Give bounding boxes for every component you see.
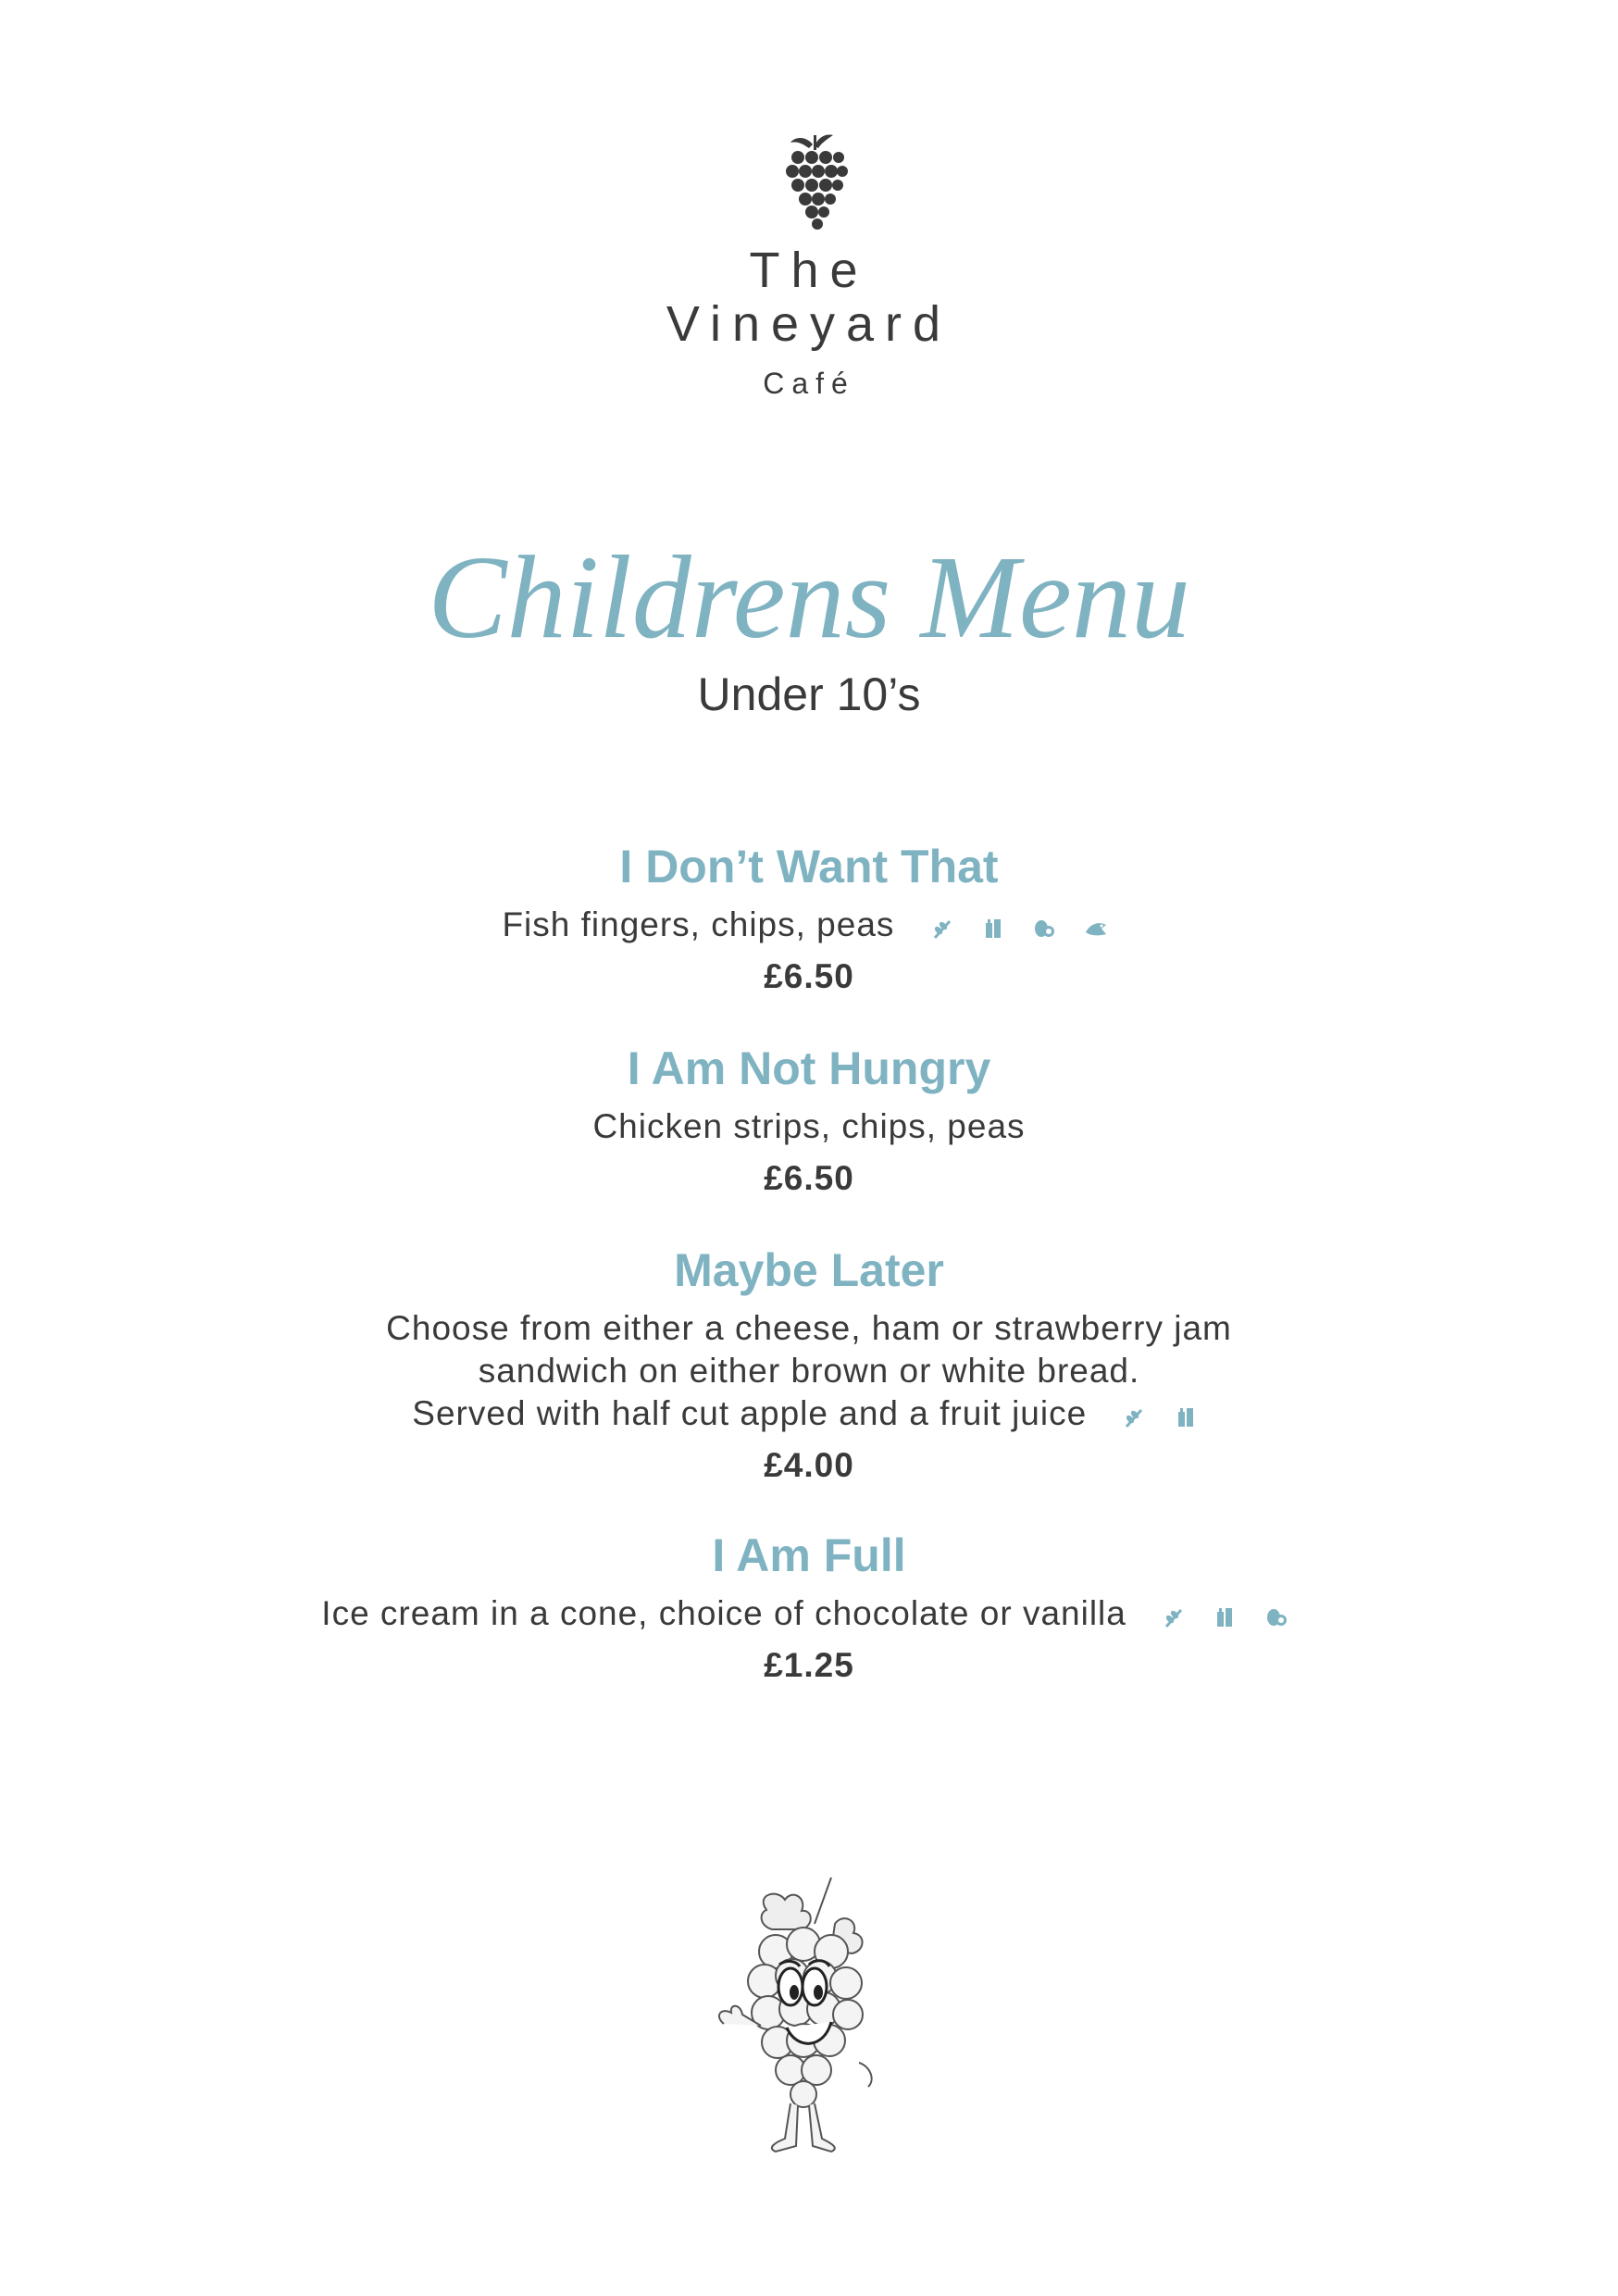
grape-mascot-icon	[711, 1868, 907, 2165]
menu-item-description	[0, 904, 1618, 948]
dietary-icons	[922, 905, 1116, 948]
menu-item-description-text: Served with half cut apple and a fruit juice	[412, 1394, 1088, 1432]
brand-line-the: The	[749, 243, 869, 298]
menu-item-description-line: Ice cream in a cone, choice of chocolate or vanilla	[321, 1594, 1126, 1632]
menu-item-description-line: Choose from either a cheese, ham or strawberry jam	[386, 1309, 1232, 1347]
egg-icon	[1031, 916, 1057, 942]
gluten-icon	[929, 916, 955, 942]
dairy-icon	[980, 916, 1006, 942]
menu-title: Childrens Menu	[428, 531, 1190, 663]
menu-item-title: I Am Full	[712, 1529, 906, 1581]
menu-item-description-line: sandwich on either brown or white bread.	[478, 1352, 1140, 1390]
fish-icon	[1083, 916, 1109, 942]
menu-item-description-line	[0, 1392, 1618, 1437]
menu-item-price: £1.25	[764, 1646, 854, 1684]
gluten-icon	[1121, 1404, 1147, 1430]
menu-item-description-line: Fish fingers, chips, peas	[502, 905, 895, 943]
brand-line-vineyard: Vineyard	[666, 296, 952, 352]
dairy-icon	[1212, 1604, 1238, 1630]
menu-item-title: Maybe Later	[674, 1244, 944, 1296]
menu-item-title: I Am Not Hungry	[627, 1042, 991, 1094]
menu-item-title: I Don’t Want That	[619, 841, 999, 892]
menu-item-price: £6.50	[764, 957, 854, 995]
menu-item-price: £6.50	[764, 1159, 854, 1197]
menu-item-description	[0, 1592, 1618, 1637]
brand-line-cafe: Café	[763, 367, 855, 400]
menu-item-description	[0, 1307, 1618, 1437]
dietary-icons	[1114, 1394, 1205, 1437]
gluten-icon	[1161, 1604, 1187, 1630]
menu-subtitle: Under 10’s	[697, 668, 921, 720]
menu-item-description	[0, 1105, 1618, 1148]
menu-item-price: £4.00	[764, 1446, 854, 1484]
egg-icon	[1263, 1604, 1289, 1630]
menu-item-description-line: Chicken strips, chips, peas	[592, 1107, 1026, 1145]
grape-logo-icon	[781, 128, 852, 230]
dietary-icons	[1153, 1594, 1297, 1637]
dairy-icon	[1173, 1404, 1199, 1430]
